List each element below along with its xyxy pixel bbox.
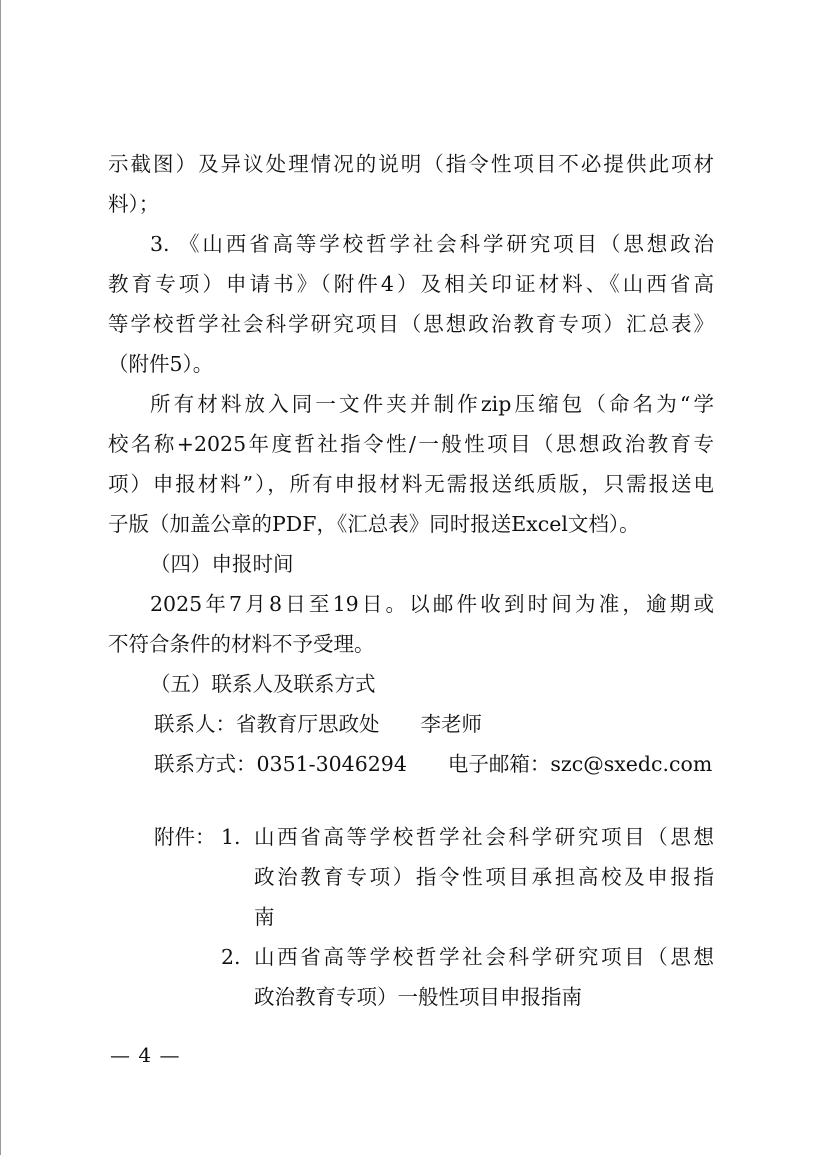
list-item-3: 3. 《山西省高等学校哲学社会科学研究项目（思想政治 xyxy=(150,232,714,256)
body-line: 校名称+2025年度哲社指令性/一般性项目（思想政治教育专 xyxy=(108,432,714,456)
paragraph-start: 2025年7月8日至19日。以邮件收到时间为准，逾期或 xyxy=(150,592,714,616)
body-line: 料）； xyxy=(108,192,160,216)
attachment-number: 1. xyxy=(221,825,241,849)
attachment-line: 山西省高等学校哲学社会科学研究项目（思想 xyxy=(254,945,714,969)
contact-person: 联系人：省教育厅思政处 李老师 xyxy=(154,712,482,736)
attachment-line: 政治教育专项）一般性项目申报指南 xyxy=(254,985,582,1009)
attachment-line: 政治教育专项）指令性项目承担高校及申报指 xyxy=(254,865,714,889)
body-line: 等学校哲学社会科学研究项目（思想政治教育专项）汇总表》 xyxy=(108,312,714,336)
attachment-line: 山西省高等学校哲学社会科学研究项目（思想 xyxy=(254,825,714,849)
page-left-border xyxy=(0,0,1,1155)
body-line: 示截图）及异议处理情况的说明（指令性项目不必提供此项材 xyxy=(108,152,714,176)
body-line: （附件5）。 xyxy=(108,352,214,376)
body-line: 项）申报材料”），所有申报材料无需报送纸质版，只需报送电 xyxy=(108,472,714,496)
contact-info: 联系方式：0351-3046294 电子邮箱：szc@sxedc.com xyxy=(154,752,713,776)
section-heading: （四）申报时间 xyxy=(150,552,294,576)
page-number: — 4 — xyxy=(110,1043,181,1067)
section-heading: （五）联系人及联系方式 xyxy=(150,672,376,696)
body-line: 子版（加盖公章的PDF，《汇总表》同时报送Excel文档）。 xyxy=(108,512,640,536)
attachment-number: 2. xyxy=(221,945,241,969)
paragraph-start: 所有材料放入同一文件夹并制作zip压缩包（命名为“学 xyxy=(150,392,714,416)
attachments-label: 附件： xyxy=(154,825,216,849)
attachment-line: 南 xyxy=(254,905,275,929)
body-line: 教育专项）申请书》（附件4）及相关印证材料、《山西省高 xyxy=(108,272,714,296)
body-line: 不符合条件的材料不予受理。 xyxy=(108,632,375,656)
